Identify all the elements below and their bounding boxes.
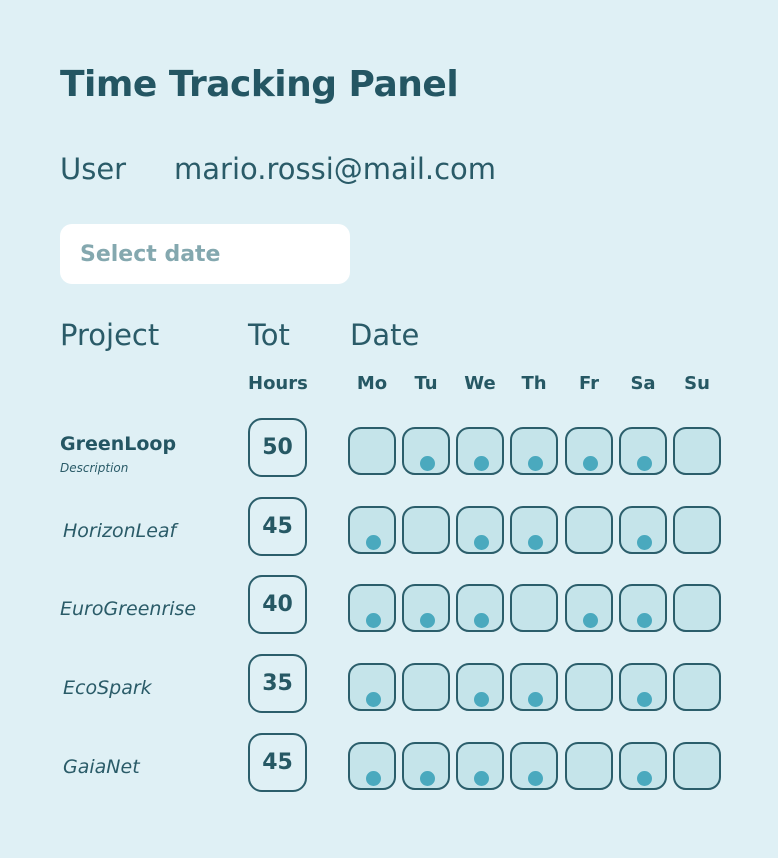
panel-title: Time Tracking Panel — [60, 64, 459, 105]
day-header-sa: Sa — [630, 373, 656, 394]
logged-dot-icon — [366, 613, 381, 628]
day-header-mo: Mo — [356, 373, 388, 394]
day-cell-su[interactable] — [673, 584, 721, 632]
day-cell-th[interactable] — [510, 742, 558, 790]
logged-dot-icon — [366, 771, 381, 786]
user-label: User — [60, 152, 127, 186]
project-name: EcoSpark — [63, 677, 152, 699]
logged-dot-icon — [528, 535, 543, 550]
day-cell-fr[interactable] — [565, 427, 613, 475]
total-hours-box: 50 — [248, 418, 307, 477]
logged-dot-icon — [637, 613, 652, 628]
logged-dot-icon — [528, 692, 543, 707]
day-cell-th[interactable] — [510, 663, 558, 711]
day-cell-we[interactable] — [456, 506, 504, 554]
day-cell-tu[interactable] — [402, 427, 450, 475]
logged-dot-icon — [474, 456, 489, 471]
day-cell-mo[interactable] — [348, 506, 396, 554]
total-hours-box: 40 — [248, 575, 307, 634]
day-cell-sa[interactable] — [619, 427, 667, 475]
hours-subheader: Hours — [248, 373, 308, 394]
day-cell-mo[interactable] — [348, 742, 396, 790]
day-cell-su[interactable] — [673, 663, 721, 711]
logged-dot-icon — [366, 692, 381, 707]
select-date-input[interactable] — [60, 224, 350, 284]
logged-dot-icon — [420, 771, 435, 786]
day-cell-we[interactable] — [456, 663, 504, 711]
logged-dot-icon — [583, 456, 598, 471]
total-column-header: Tot — [248, 318, 290, 352]
total-hours-box: 45 — [248, 733, 307, 792]
logged-dot-icon — [474, 771, 489, 786]
day-cell-we[interactable] — [456, 742, 504, 790]
day-cell-th[interactable] — [510, 427, 558, 475]
day-cell-sa[interactable] — [619, 663, 667, 711]
day-cell-tu[interactable] — [402, 663, 450, 711]
day-header-fr: Fr — [578, 373, 600, 394]
logged-dot-icon — [366, 535, 381, 550]
project-name: EuroGreenrise — [60, 598, 197, 620]
logged-dot-icon — [474, 692, 489, 707]
logged-dot-icon — [637, 535, 652, 550]
day-cell-tu[interactable] — [402, 584, 450, 632]
day-cell-sa[interactable] — [619, 584, 667, 632]
project-name: GreenLoop — [60, 433, 177, 455]
day-cell-th[interactable] — [510, 584, 558, 632]
user-row — [60, 152, 497, 186]
total-hours-box: 45 — [248, 497, 307, 556]
logged-dot-icon — [420, 613, 435, 628]
day-cell-fr[interactable] — [565, 506, 613, 554]
logged-dot-icon — [528, 456, 543, 471]
logged-dot-icon — [637, 456, 652, 471]
day-header-tu: Tu — [414, 373, 438, 394]
day-cell-mo[interactable] — [348, 427, 396, 475]
day-cell-sa[interactable] — [619, 506, 667, 554]
day-cell-we[interactable] — [456, 427, 504, 475]
logged-dot-icon — [637, 771, 652, 786]
project-name: GaiaNet — [63, 756, 140, 778]
project-name: HorizonLeaf — [63, 520, 177, 542]
day-cell-mo[interactable] — [348, 584, 396, 632]
user-email: mario.rossi@mail.com — [174, 152, 497, 186]
day-cell-mo[interactable] — [348, 663, 396, 711]
day-cell-tu[interactable] — [402, 742, 450, 790]
logged-dot-icon — [420, 456, 435, 471]
day-cell-sa[interactable] — [619, 742, 667, 790]
day-header-we: We — [464, 373, 496, 394]
logged-dot-icon — [528, 771, 543, 786]
day-cell-th[interactable] — [510, 506, 558, 554]
logged-dot-icon — [474, 535, 489, 550]
logged-dot-icon — [637, 692, 652, 707]
day-cell-fr[interactable] — [565, 663, 613, 711]
project-description: Description — [60, 461, 129, 475]
day-header-th: Th — [521, 373, 547, 394]
total-hours-box: 35 — [248, 654, 307, 713]
date-column-header: Date — [350, 318, 420, 352]
day-cell-su[interactable] — [673, 427, 721, 475]
logged-dot-icon — [583, 613, 598, 628]
day-cell-fr[interactable] — [565, 742, 613, 790]
day-cell-su[interactable] — [673, 506, 721, 554]
day-cell-fr[interactable] — [565, 584, 613, 632]
logged-dot-icon — [474, 613, 489, 628]
day-header-su: Su — [684, 373, 710, 394]
day-cell-tu[interactable] — [402, 506, 450, 554]
project-column-header: Project — [60, 318, 160, 352]
day-cell-su[interactable] — [673, 742, 721, 790]
day-cell-we[interactable] — [456, 584, 504, 632]
